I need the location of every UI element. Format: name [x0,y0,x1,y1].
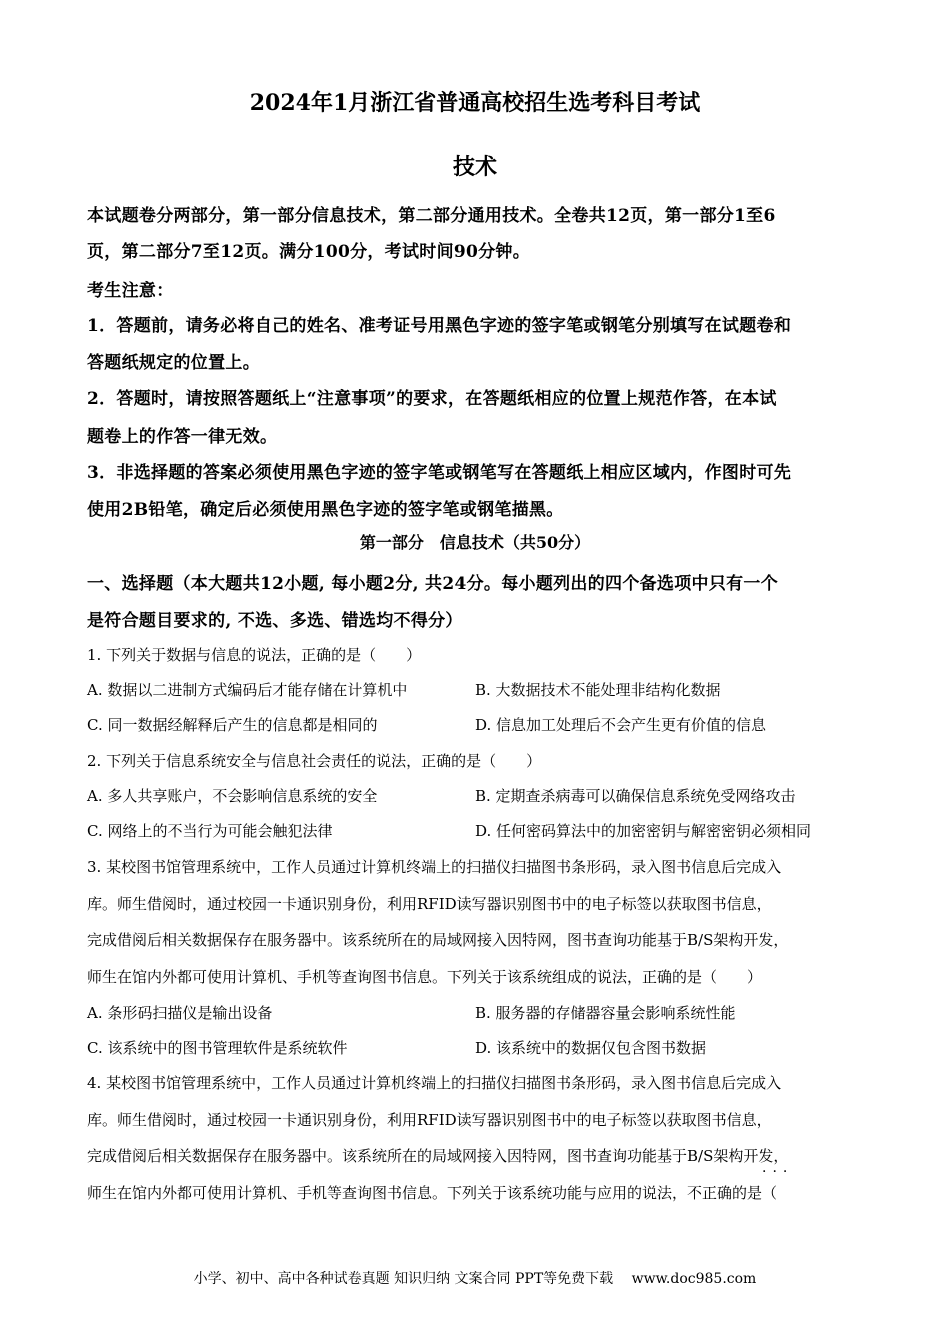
q2-options-row-2 [87,813,867,849]
q2-option-c: C. 网络上的不当行为可能会触犯法律 [87,822,333,840]
intro-line-2: 页，第二部分7至12页。满分100分，考试时间90分钟。 [87,242,531,262]
section-title: 第一部分 信息技术（共50分） [359,533,591,552]
q3-stem-line-4: 师生在馆内外都可使用计算机、手机等查询图书信息。下列关于该系统组成的说法，正确的是（ ） [87,968,763,986]
q3-option-b: B. 服务器的存储器容量会影响系统性能 [475,1004,736,1022]
q2-option-b: B. 定期查杀病毒可以确保信息系统免受网络攻击 [475,787,796,805]
intro-line-1: 本试题卷分两部分，第一部分信息技术，第二部分通用技术。全卷共12页，第一部分1至6 [87,206,776,226]
q1-options-row-1 [87,672,867,708]
q1-option-c: C. 同一数据经解释后产生的信息都是相同的 [87,716,378,734]
q4-stem-line-2: 库。师生借阅时，通过校园一卡通识别身份，利用RFID读写器识别图书中的电子标签以获取图书信息， [87,1111,772,1129]
exam-title: 2024年1月浙江省普通高校招生选考科目考试 [249,90,701,116]
page-footer: 小学、初中、高中各种试卷真题 知识归纳 文案合同 PPT等免费下载 www.doc985.com [193,1271,757,1287]
q3-stem-line-2: 库。师生借阅时，通过校园一卡通识别身份，利用RFID读写器识别图书中的电子标签以获取图书信息， [87,895,772,913]
q3-options-row-2 [87,1030,867,1066]
exam-subject: 技术 [452,154,497,180]
notice-2-line-2: 题卷上的作答一律无效。 [87,427,278,447]
notice-title: 考生注意： [87,281,174,301]
q1-option-d: D. 信息加工处理后不会产生更有价值的信息 [475,716,767,734]
q4-stem-line-4: 师生在馆内外都可使用计算机、手机等查询图书信息。下列关于该系统功能与应用的说法，不正确的是（ [87,1184,778,1202]
q3-options-row-1 [87,995,867,1031]
q3-option-d: D. 该系统中的数据仅包含图书数据 [475,1039,707,1057]
q1-option-a: A. 数据以二进制方式编码后才能存储在计算机中 [87,681,408,699]
q2-stem: 2. 下列关于信息系统安全与信息社会责任的说法，正确的是（ ） [87,752,542,770]
q1-option-b: B. 大数据技术不能处理非结构化数据 [475,681,721,699]
emphasis-dots-icon: ··· [762,1164,794,1180]
notice-3-line-1: 3．非选择题的答案必须使用黑色字迹的签字笔或钢笔写在答题纸上相应区域内，作图时可先 [87,463,792,483]
part1-instruction-line-1: 一、选择题（本大题共12小题, 每小题2分, 共24分。每小题列出的四个备选项中只有一个 [87,574,779,594]
notice-3-line-2: 使用2B铅笔，确定后必须使用黑色字迹的签字笔或钢笔描黑。 [87,500,564,520]
q2-options-row-1 [87,778,867,814]
q2-option-d: D. 任何密码算法中的加密密钥与解密密钥必须相同 [475,822,812,840]
q1-options-row-2 [87,707,867,743]
q3-stem-line-1: 3. 某校图书馆管理系统中，工作人员通过计算机终端上的扫描仪扫描图书条形码，录入图书信息后完成入 [87,858,782,876]
q1-stem: 1. 下列关于数据与信息的说法，正确的是（ ） [87,646,422,664]
q3-option-a: A. 条形码扫描仪是输出设备 [87,1004,273,1022]
notice-1-line-2: 答题纸规定的位置上。 [87,353,260,373]
q2-option-a: A. 多人共享账户，不会影响信息系统的安全 [87,787,378,805]
part1-instruction-line-2: 是符合题目要求的, 不选、多选、错选均不得分） [87,611,463,631]
q4-stem-line-1: 4. 某校图书馆管理系统中，工作人员通过计算机终端上的扫描仪扫描图书条形码，录入图书信息后完成入 [87,1074,782,1092]
q4-stem-line-3: 完成借阅后相关数据保存在服务器中。该系统所在的局域网接入因特网，图书查询功能基于B/S架构开发， [87,1147,789,1165]
notice-1-line-1: 1．答题前，请务必将自己的姓名、准考证号用黑色字迹的签字笔或钢笔分别填写在试题卷和 [87,316,792,336]
notice-2-line-1: 2．答题时，请按照答题纸上“注意事项”的要求，在答题纸相应的位置上规范作答，在本试 [87,389,777,409]
q3-stem-line-3: 完成借阅后相关数据保存在服务器中。该系统所在的局域网接入因特网，图书查询功能基于B/S架构开发， [87,931,789,949]
q3-option-c: C. 该系统中的图书管理软件是系统软件 [87,1039,348,1057]
